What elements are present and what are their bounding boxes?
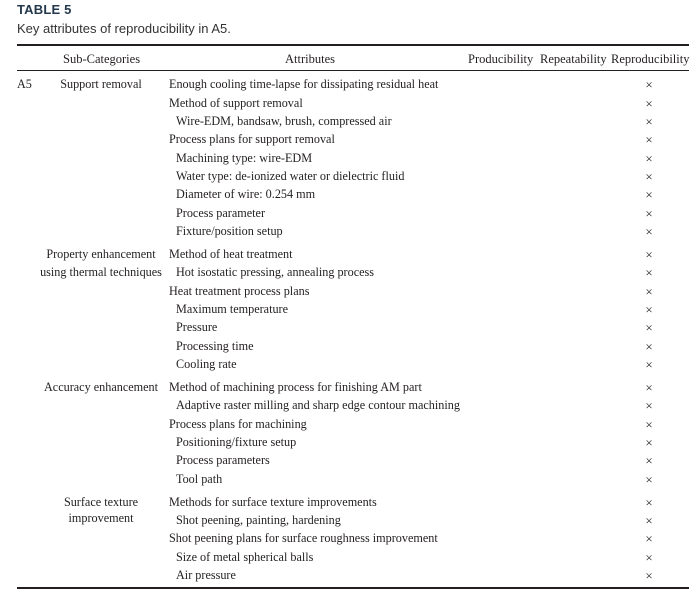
subcategory-property-enhancement-line2: using thermal techniques — [40, 265, 162, 279]
attribute-row-text: Size of metal spherical balls — [176, 550, 314, 564]
reproducibility-mark: × — [645, 114, 653, 129]
attribute-row-text: Adaptive raster milling and sharp edge contour machining — [176, 398, 460, 412]
attribute-row-text: Water type: de-ionized water or dielectric fluid — [176, 169, 405, 183]
attribute-row-text: Fixture/position setup — [176, 224, 283, 238]
reproducibility-mark: × — [645, 380, 653, 395]
attribute-row-text: Cooling rate — [176, 357, 237, 371]
reproducibility-mark: × — [645, 206, 653, 221]
reproducibility-mark: × — [645, 224, 653, 239]
reproducibility-mark: × — [645, 453, 653, 468]
attribute-row-text: Methods for surface texture improvements — [169, 495, 377, 509]
reproducibility-mark: × — [645, 169, 653, 184]
attribute-row-text: Process parameter — [176, 206, 265, 220]
header-attributes: Attributes — [285, 52, 335, 66]
subcategory-property-enhancement-line1: Property enhancement — [46, 247, 156, 261]
attribute-row-text: Air pressure — [176, 568, 236, 582]
reproducibility-mark: × — [645, 513, 653, 528]
attribute-row-text: Hot isostatic pressing, annealing process — [176, 265, 375, 279]
reproducibility-mark: × — [645, 132, 653, 147]
reproducibility-mark: × — [645, 187, 653, 202]
attribute-row-text: Method of machining process for finishing AM part — [169, 380, 422, 394]
header-reproducibility: Reproducibility — [611, 52, 690, 66]
reproducibility-mark: × — [645, 151, 653, 166]
attribute-row-text: Shot peening plans for surface roughness improvement — [169, 531, 438, 545]
header-repeatability: Repeatability — [540, 52, 607, 66]
attribute-row-text: Heat treatment process plans — [169, 284, 310, 298]
group-id: A5 — [17, 77, 32, 91]
reproducibility-mark: × — [645, 284, 653, 299]
header-producibility: Producibility — [468, 52, 534, 66]
attribute-row-text: Wire-EDM, bandsaw, brush, compressed air — [176, 114, 392, 128]
attribute-row-text: Process plans for machining — [169, 417, 307, 431]
reproducibility-mark: × — [645, 531, 653, 546]
reproducibility-mark: × — [645, 568, 653, 583]
reproducibility-mark: × — [645, 495, 653, 510]
reproducibility-mark: × — [645, 550, 653, 565]
reproducibility-mark: × — [645, 339, 653, 354]
reproducibility-mark: × — [645, 247, 653, 262]
reproducibility-mark: × — [645, 357, 653, 372]
subcategory-surface-texture-line1: Surface texture — [63, 495, 139, 509]
header-subcategories: Sub-Categories — [63, 52, 141, 66]
subcategory-accuracy-enhancement: Accuracy enhancement — [43, 380, 159, 394]
attribute-row-text: Maximum temperature — [176, 302, 289, 316]
header-rule — [17, 70, 689, 71]
subcategory-surface-texture-line2: improvement — [68, 511, 134, 525]
reproducibility-mark: × — [645, 398, 653, 413]
attribute-row-text: Process plans for support removal — [169, 132, 335, 146]
top-rule — [17, 44, 689, 46]
attribute-row-text: Diameter of wire: 0.254 mm — [176, 187, 316, 201]
reproducibility-mark: × — [645, 472, 653, 487]
attribute-row-text: Shot peening, painting, hardening — [176, 513, 341, 527]
table-caption: Key attributes of reproducibility in A5. — [17, 21, 231, 36]
reproducibility-mark: × — [645, 320, 653, 335]
attribute-row-text: Processing time — [176, 339, 254, 353]
attribute-row-text: Method of heat treatment — [169, 247, 293, 261]
attribute-row-text: Positioning/fixture setup — [176, 435, 297, 449]
attribute-row-text: Pressure — [176, 320, 218, 334]
table-label: TABLE 5 — [17, 2, 72, 17]
attribute-row-text: Machining type: wire-EDM — [176, 151, 313, 165]
reproducibility-mark: × — [645, 302, 653, 317]
attribute-row-text: Method of support removal — [169, 96, 303, 110]
attribute-row-text: Process parameters — [176, 453, 270, 467]
reproducibility-mark: × — [645, 96, 653, 111]
attribute-row-text: Enough cooling time-lapse for dissipating residual heat — [169, 77, 439, 91]
reproducibility-mark: × — [645, 435, 653, 450]
attribute-row-text: Tool path — [176, 472, 223, 486]
reproducibility-mark: × — [645, 77, 653, 92]
subcategory-support-removal: Support removal — [60, 77, 142, 91]
reproducibility-mark: × — [645, 417, 653, 432]
reproducibility-mark: × — [645, 265, 653, 280]
